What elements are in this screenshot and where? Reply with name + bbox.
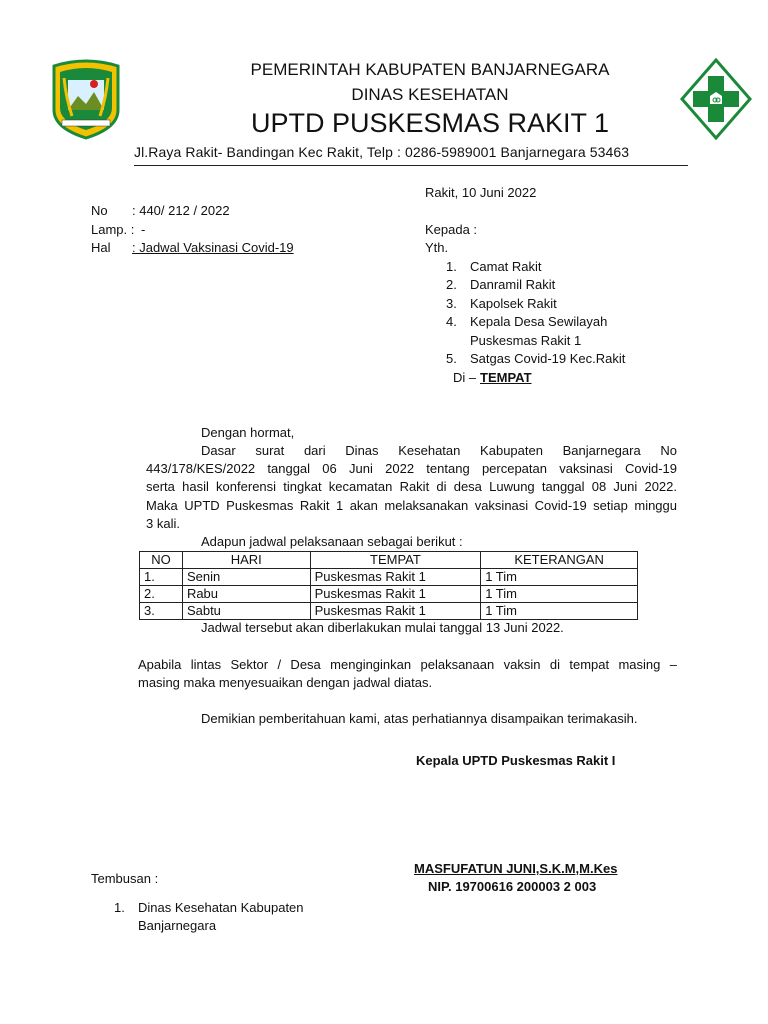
meta-hal-label: Hal [91,240,111,255]
cc-label: Tembusan : [91,871,159,886]
header-institution: UPTD PUSKESMAS RAKIT 1 [250,108,610,138]
header-address: Jl.Raya Rakit- Bandingan Kec Rakit, Telp : 0286-5989001 Banjarnegara 53463 [134,144,630,160]
meta-hal-value: : Jadwal Vaksinasi Covid-19 [132,240,294,255]
table-cell: Sabtu [182,603,310,620]
place-date: Rakit, 10 Juni 2022 [425,185,537,200]
header-department: DINAS KESEHATAN [351,85,509,104]
recipient-text: Camat Rakit [470,259,542,274]
body-line: Maka UPTD Puskesmas Rakit 1 akan melaksanakan vaksinasi Covid-19 setiap minggu [146,498,677,513]
meta-no-label: No [91,203,108,218]
table-cell: Senin [182,569,310,586]
signatory-name: MASFUFATUN JUNI,S.K.M,M.Kes [414,861,618,876]
meta-no-value: : 440/ 212 / 2022 [132,203,230,218]
table-cell: Puskesmas Rakit 1 [310,603,481,620]
column-header: TEMPAT [310,552,481,569]
di-prefix: Di – [453,370,477,385]
recipient-text: Kapolsek Rakit [470,296,557,311]
recipient-number: 3. [446,296,457,311]
header-government: PEMERINTAH KABUPATEN BANJARNEGARA [250,60,610,79]
to-label: Kepada : [425,222,478,237]
recipient-number: 2. [446,277,457,292]
recipient-text: Kepala Desa Sewilayah [470,314,608,329]
header-divider [134,165,688,166]
table-cell: Puskesmas Rakit 1 [310,569,481,586]
recipient-number: 4. [446,314,457,329]
table-row [140,569,638,586]
table-cell: 3. [140,603,183,620]
body-line: 443/178/KES/2022 tanggal 06 Juni 2022 tentang percepatan vaksinasi Covid-19 [146,461,677,476]
closing: Demikian pemberitahuan kami, atas perhatiannya disampaikan terimakasih. [201,711,638,726]
meta-lamp-value: - [141,222,146,237]
table-cell: 2. [140,586,183,603]
banjarnegara-regency-seal-logo [50,58,122,140]
column-header: NO [140,552,183,569]
yth-label: Yth. [425,240,449,255]
schedule-table [139,551,638,620]
signatory-title: Kepala UPTD Puskesmas Rakit I [416,753,616,768]
table-cell: Rabu [182,586,310,603]
body-line: serta hasil konferensi tingkat kecamatan Rakit di desa Luwung tanggal 08 Juni 2022. [146,479,677,494]
cc-item-line: Banjarnegara [138,918,217,933]
column-header: HARI [182,552,310,569]
table-cell: Puskesmas Rakit 1 [310,586,481,603]
meta-lamp-label: Lamp. : [91,222,135,237]
effective-note: Jadwal tersebut akan diberlakukan mulai tanggal 13 Juni 2022. [201,620,564,635]
recipient-text: Puskesmas Rakit 1 [470,333,582,348]
table-header-row [140,552,638,569]
table-cell: 1 Tim [481,586,638,603]
di-place: TEMPAT [480,370,532,385]
paragraph2-line: Apabila lintas Sektor / Desa menginginkan pelaksanaan vaksin di tempat masing – [138,657,677,672]
greeting: Dengan hormat, [201,425,295,440]
column-header: KETERANGAN [481,552,638,569]
recipient-text: Danramil Rakit [470,277,556,292]
recipient-number: 1. [446,259,457,274]
cc-item-number: 1. [114,900,125,915]
body-line: 3 kali. [146,516,180,531]
table-cell: 1 Tim [481,569,638,586]
schedule-intro: Adapun jadwal pelaksanaan sebagai berikut : [201,534,463,549]
table-row [140,586,638,603]
cc-item-line: Dinas Kesehatan Kabupaten [138,900,304,915]
recipient-text: Satgas Covid-19 Kec.Rakit [470,351,626,366]
paragraph2-line: masing maka menyesuaikan dengan jadwal diatas. [138,675,433,690]
table-cell: 1. [140,569,183,586]
recipient-number: 5. [446,351,457,366]
signatory-nip: NIP. 19700616 200003 2 003 [428,879,597,894]
table-row [140,603,638,620]
body-line: Dasar surat dari Dinas Kesehatan Kabupaten Banjarnegara No [201,443,677,458]
table-cell: 1 Tim [481,603,638,620]
